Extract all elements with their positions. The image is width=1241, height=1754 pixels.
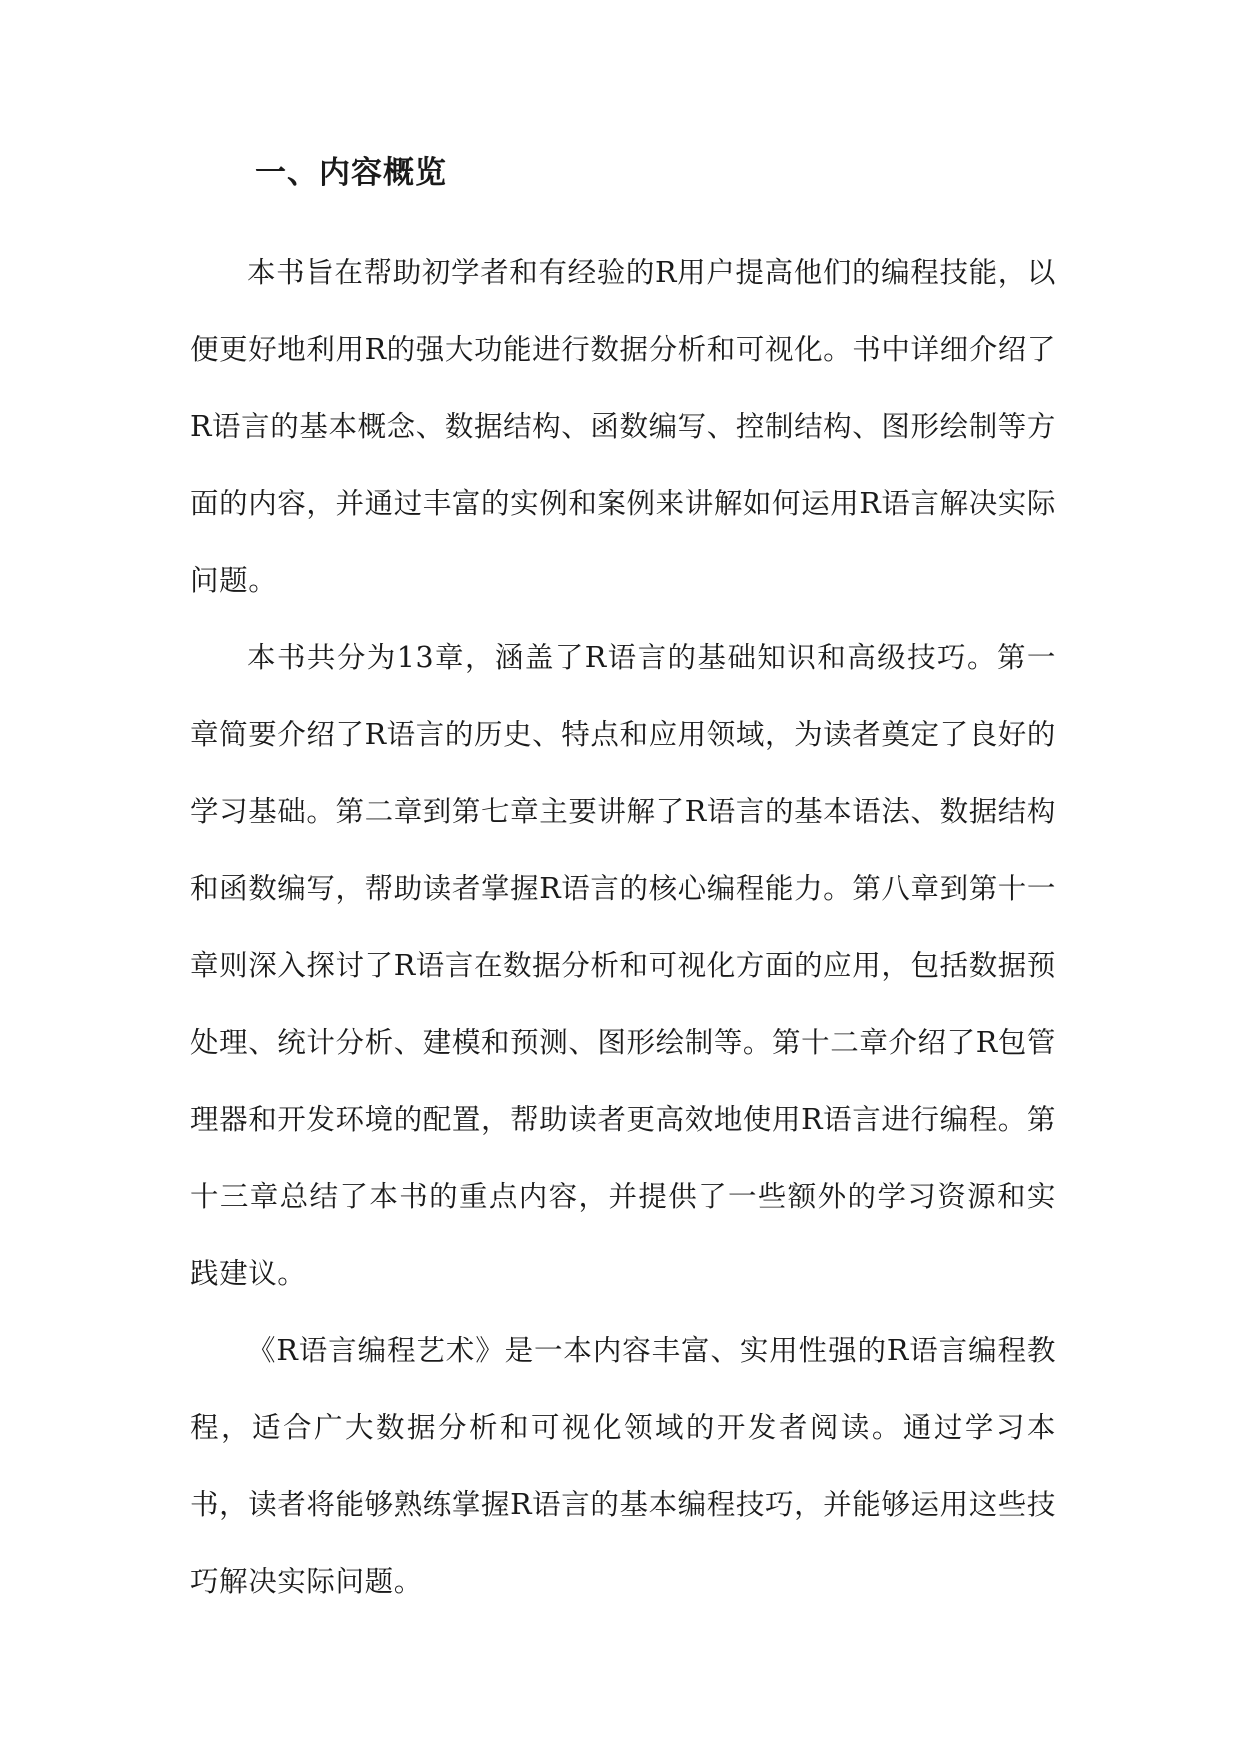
section-heading: 一、内容概览: [255, 155, 447, 191]
paragraph-intro: 本书旨在帮助初学者和有经验的R用户提高他们的编程技能，以便更好地利用R的强大功能进行数据分析和可视化。书中详细介绍了R语言的基本概念、数据结构、函数编写、控制结构、图形绘制等方面的内容，并通过丰富的实例和案例来讲解如何运用R语言解决实际问题。: [190, 256, 1056, 597]
paragraph-summary: 《R语言编程艺术》是一本内容丰富、实用性强的R语言编程教程，适合广大数据分析和可视化领域的开发者阅读。通过学习本书，读者将能够熟练掌握R语言的基本编程技巧，并能够运用这些技巧解决实际问题。: [190, 1334, 1056, 1598]
paragraph-chapters: 本书共分为13章，涵盖了R语言的基础知识和高级技巧。第一章简要介绍了R语言的历史、特点和应用领域，为读者奠定了良好的学习基础。第二章到第七章主要讲解了R语言的基本语法、数据结构和函数编写，帮助读者掌握R语言的核心编程能力。第八章到第十一章则深入探讨了R语言在数据分析和可视化方面的应用，包括数据预处理、统计分析、建模和预测、图形绘制等。第十二章介绍了R包管理器和开发环境的配置，帮助读者更高效地使用R语言进行编程。第十三章总结了本书的重点内容，并提供了一些额外的学习资源和实践建议。: [190, 641, 1056, 1290]
body-text: [190, 234, 1056, 1620]
